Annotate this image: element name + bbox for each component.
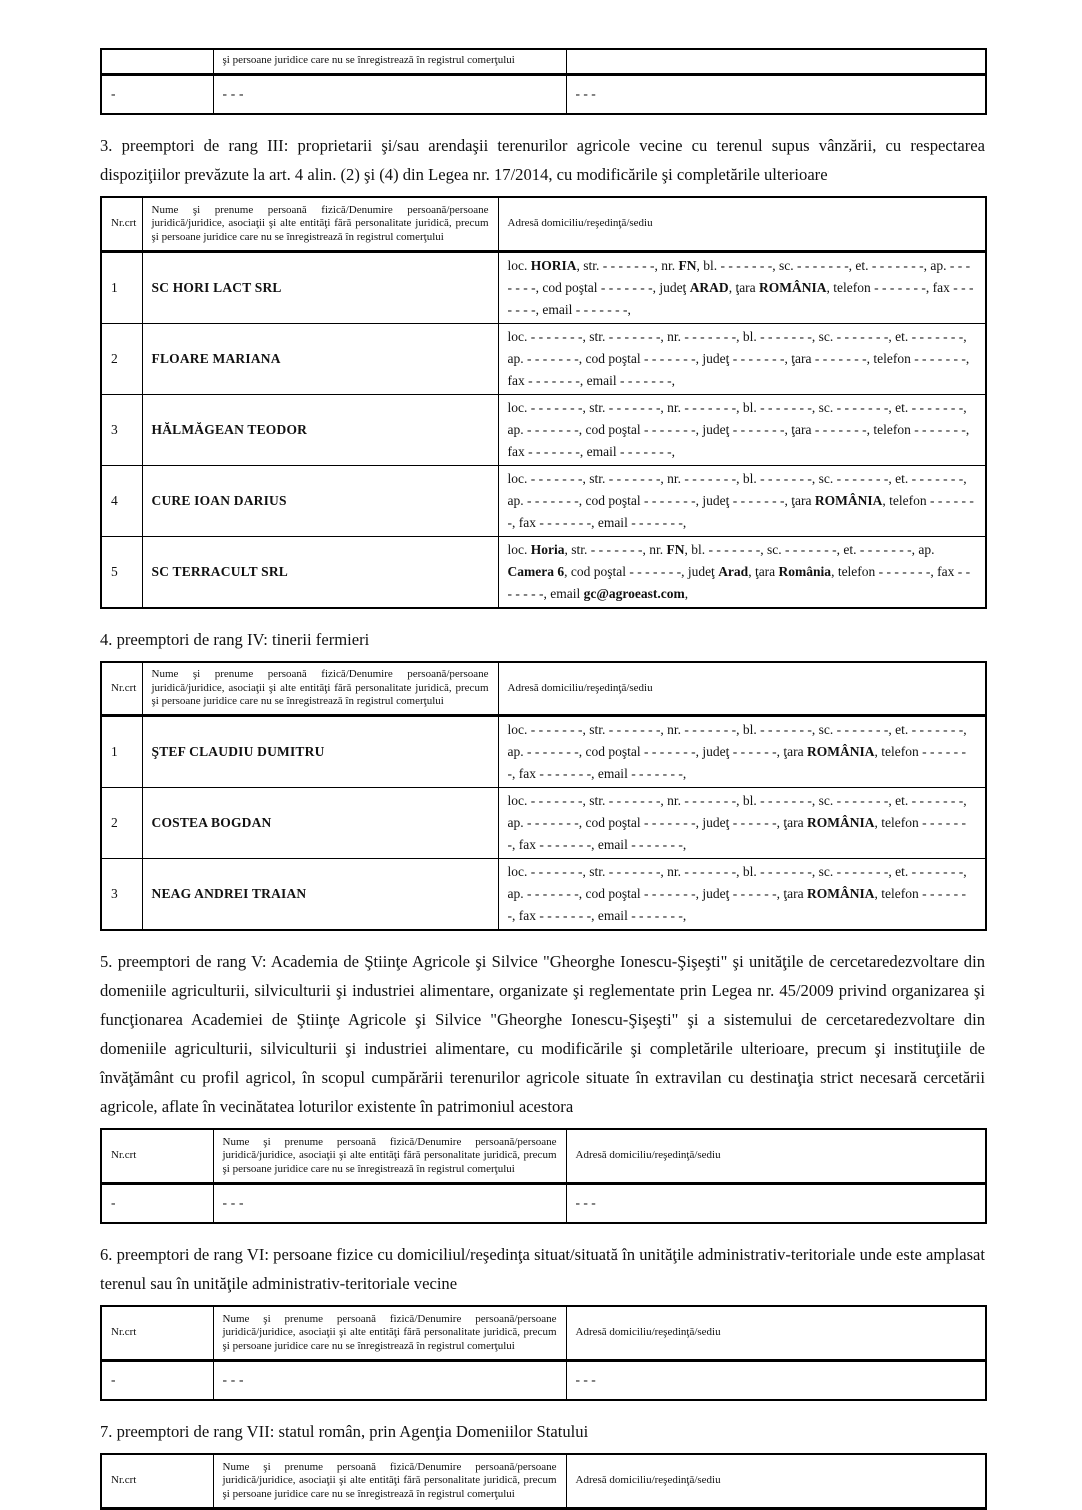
header-cell-name: Nume şi prenume persoană fizică/Denumire persoană/persoane juridică/juridice, asociaţii şi alte entităţi fără personalitate juridică, precum şi persoane juridice care nu se înregistrează în registrul comerţului (142, 197, 498, 251)
table-row (101, 394, 986, 465)
table-preemptori-rang4 (100, 661, 987, 932)
address-cell: - - - (566, 74, 986, 114)
table-row (101, 251, 986, 323)
table-row (101, 716, 986, 788)
table-preemptori-rang7 (100, 1453, 987, 1510)
table-row (101, 323, 986, 394)
table-row (101, 859, 986, 931)
table-row (101, 465, 986, 536)
header-cell-address: Adresă domiciliu/reşedinţă/sediu (566, 1454, 986, 1508)
address-cell: - - - (566, 1360, 986, 1400)
name-cell: - - - (213, 74, 566, 114)
section-heading-rang4: 4. preemptori de rang IV: tinerii fermieri (100, 629, 370, 649)
header-cell-nr: Nr.crt (101, 197, 142, 251)
header-cell-address: Adresă domiciliu/reşedinţă/sediu (566, 1306, 986, 1360)
row-number-cell: 1 (101, 251, 142, 323)
address-cell: loc. - - - - - - -, str. - - - - - - -, nr. - - - - - - -, bl. - - - - - - -, sc. - - - - - - -, et. - - - - - - -, ap. - - - - - - -, cod poştal - - - - - - -, judeţ - - - - - - -, ţara - - - - - - -, telefon - - - - - - -, fax - - - - - - -, email - - - - - - -, (498, 394, 986, 465)
table-preemptori-rang5 (100, 1128, 987, 1224)
header-cell-name: Nume şi prenume persoană fizică/Denumire persoană/persoane juridică/juridice, asociaţii şi alte entităţi fără personalitate juridică, precum şi persoane juridice care nu se înregistrează în registrul comerţului (213, 1454, 566, 1508)
table-preemptori-continued (100, 48, 987, 115)
address-cell: loc. - - - - - - -, str. - - - - - - -, nr. - - - - - - -, bl. - - - - - - -, sc. - - - - - - -, et. - - - - - - -, ap. - - - - - - -, cod poştal - - - - - - -, judeţ - - - - - -, ţara ROMÂNIA, telefon - - - - - - -, fax - - - - - - -, email - - - - - - -, (498, 788, 986, 859)
name-cell: NEAG ANDREI TRAIAN (142, 859, 498, 931)
table-header-row (101, 1129, 986, 1183)
address-cell: loc. - - - - - - -, str. - - - - - - -, nr. - - - - - - -, bl. - - - - - - -, sc. - - - - - - -, et. - - - - - - -, ap. - - - - - - -, cod poştal - - - - - - -, judeţ - - - - - - -, ţara ROMÂNIA, telefon - - - - - - -, fax - - - - - - -, email - - - - - - -, (498, 465, 986, 536)
address-cell: loc. - - - - - - -, str. - - - - - - -, nr. - - - - - - -, bl. - - - - - - -, sc. - - - - - - -, et. - - - - - - -, ap. - - - - - - -, cod poştal - - - - - - -, judeţ - - - - - - -, ţara - - - - - - -, telefon - - - - - - -, fax - - - - - - -, email - - - - - - -, (498, 323, 986, 394)
row-number-cell: - (101, 1183, 213, 1223)
table-header-row (101, 662, 986, 716)
address-cell: loc. Horia, str. - - - - - - -, nr. FN, bl. - - - - - - -, sc. - - - - - - -, et. - - - - - - -, ap. Camera 6, cod poştal - - - - - - -, judeţ Arad, ţara România, telefon - - - - - - -, fax - - - - - - -, email gc@agroeast.com, (498, 536, 986, 608)
table-header-row-fragment (101, 49, 986, 74)
table-preemptori-rang6 (100, 1305, 987, 1401)
name-cell: - - - (213, 1183, 566, 1223)
header-cell-address: Adresă domiciliu/reşedinţă/sediu (498, 662, 986, 716)
section-heading-rang3: 3. preemptori de rang III: proprietarii şi/sau arendaşii terenurilor agricole vecine cu terenul supus vânzării, cu respectarea dispoziţiilor prevăzute la art. 4 alin. (2) şi (4) din Legea nr. 17/2014, cu modificările şi completările ulterioare (100, 136, 985, 184)
address-cell: loc. - - - - - - -, str. - - - - - - -, nr. - - - - - - -, bl. - - - - - - -, sc. - - - - - - -, et. - - - - - - -, ap. - - - - - - -, cod poştal - - - - - - -, judeţ - - - - - -, ţara ROMÂNIA, telefon - - - - - - -, fax - - - - - - -, email - - - - - - -, (498, 716, 986, 788)
table-row (101, 1183, 986, 1223)
row-number-cell: 3 (101, 394, 142, 465)
row-number-cell: 3 (101, 859, 142, 931)
row-number-cell: 4 (101, 465, 142, 536)
header-cell-nr: Nr.crt (101, 1306, 213, 1360)
name-cell: COSTEA BOGDAN (142, 788, 498, 859)
header-cell-nr: Nr.crt (101, 1454, 213, 1508)
name-cell: FLOARE MARIANA (142, 323, 498, 394)
name-cell: - - - (213, 1360, 566, 1400)
row-number-cell: 2 (101, 323, 142, 394)
header-cell-nr (101, 49, 213, 74)
name-cell: HĂLMĂGEAN TEODOR (142, 394, 498, 465)
table-preemptori-rang3 (100, 196, 987, 609)
table-row (101, 74, 986, 114)
row-number-cell: 5 (101, 536, 142, 608)
name-cell: SC HORI LACT SRL (142, 251, 498, 323)
row-number-cell: - (101, 74, 213, 114)
address-cell: loc. - - - - - - -, str. - - - - - - -, nr. - - - - - - -, bl. - - - - - - -, sc. - - - - - - -, et. - - - - - - -, ap. - - - - - - -, cod poştal - - - - - - -, judeţ - - - - - -, ţara ROMÂNIA, telefon - - - - - - -, fax - - - - - - -, email - - - - - - -, (498, 859, 986, 931)
header-cell-nr: Nr.crt (101, 662, 142, 716)
table-row (101, 536, 986, 608)
row-number-cell: 2 (101, 788, 142, 859)
table-header-row (101, 197, 986, 251)
table-header-row (101, 1454, 986, 1508)
header-cell-address: Adresă domiciliu/reşedinţă/sediu (498, 197, 986, 251)
address-cell: - - - (566, 1183, 986, 1223)
name-cell: CURE IOAN DARIUS (142, 465, 498, 536)
header-cell-address (566, 49, 986, 74)
address-cell: loc. HORIA, str. - - - - - - -, nr. FN, bl. - - - - - - -, sc. - - - - - - -, et. - - - - - - -, ap. - - - - - - -, cod poştal - - - - - - -, judeţ ARAD, ţara ROMÂNIA, telefon - - - - - - -, fax - - - - - - -, email - - - - - - -, (498, 251, 986, 323)
table-row (101, 788, 986, 859)
table-row (101, 1360, 986, 1400)
row-number-cell: - (101, 1360, 213, 1400)
header-cell-name: Nume şi prenume persoană fizică/Denumire persoană/persoane juridică/juridice, asociaţii şi alte entităţi fără personalitate juridică, precum şi persoane juridice care nu se înregistrează în registrul comerţului (213, 1306, 566, 1360)
section-heading-rang5: 5. preemptori de rang V: Academia de Ştiinţe Agricole şi Silvice "Gheorghe Ionescu-Şişeşti" şi unităţile de cercetaredezvoltare din domeniile agriculturii, silviculturii şi industriei alimentare, organizate şi reglementate prin Legea nr. 45/2009 privind organizarea şi funcţionarea Academiei de Ştiinţe Agricole şi Silvice "Gheorghe Ionescu-Şişeşti" şi a sistemului de cercetaredezvoltare din domeniile agriculturii, silviculturii şi industriei alimentare, cu modificările şi completările ulterioare, precum şi instituţiile de învăţământ cu profil agricol, în scopul cumpărării terenurilor agricole situate în extravilan cu destinaţia strict necesară cercetării agricole, aflate în vecinătatea loturilor existente în patrimoniul acestora (100, 952, 985, 1116)
header-cell-address: Adresă domiciliu/reşedinţă/sediu (566, 1129, 986, 1183)
section-heading-rang7: 7. preemptori de rang VII: statul român, prin Agenţia Domeniilor Statului (100, 1422, 589, 1441)
section-heading-rang6: 6. preemptori de rang VI: persoane fizice cu domiciliul/reşedinţa situat/situată în unităţile administrativ-teritoriale unde este amplasat terenul sau în unităţile administrativ-teritoriale vecine (100, 1245, 985, 1293)
name-cell: SC TERRACULT SRL (142, 536, 498, 608)
name-cell: ŞTEF CLAUDIU DUMITRU (142, 716, 498, 788)
row-number-cell: 1 (101, 716, 142, 788)
header-cell-name: Nume şi prenume persoană fizică/Denumire persoană/persoane juridică/juridice, asociaţii şi alte entităţi fără personalitate juridică, precum şi persoane juridice care nu se înregistrează în registrul comerţului (142, 662, 498, 716)
header-cell-nr: Nr.crt (101, 1129, 213, 1183)
table-header-row (101, 1306, 986, 1360)
header-cell-name: Nume şi prenume persoană fizică/Denumire persoană/persoane juridică/juridice, asociaţii şi alte entităţi fără personalitate juridică, precum şi persoane juridice care nu se înregistrează în registrul comerţului (213, 1129, 566, 1183)
header-cell-name-fragment: şi persoane juridice care nu se înregistrează în registrul comerţului (213, 49, 566, 74)
